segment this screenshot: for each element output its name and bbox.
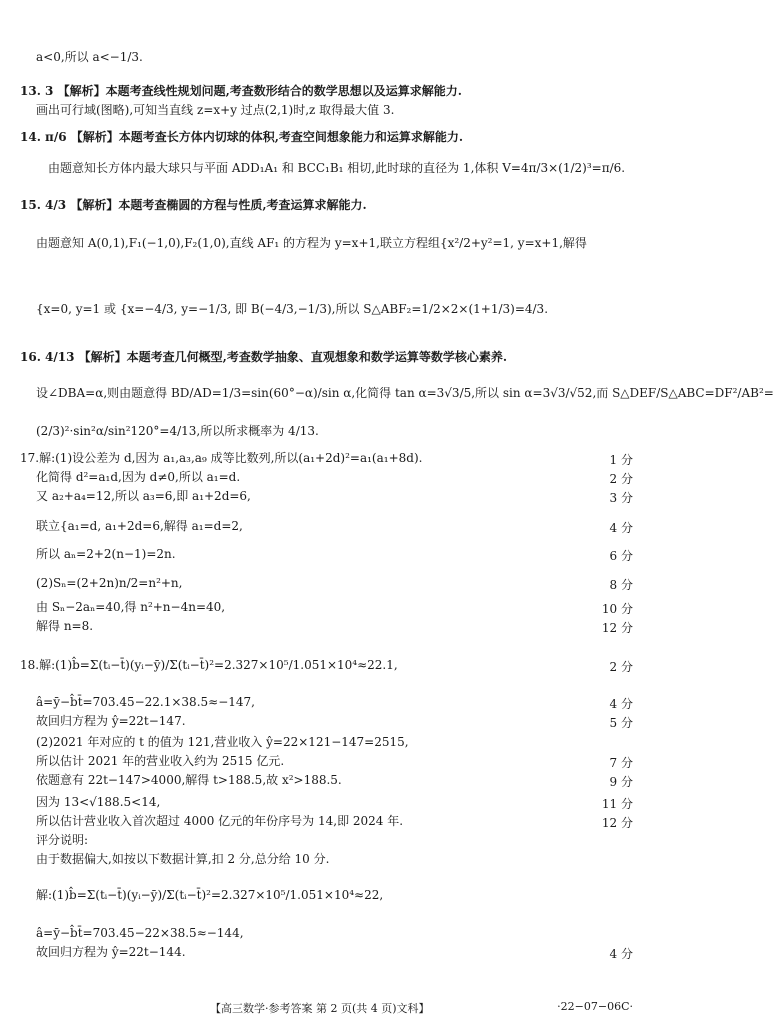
score-label: 1 分 — [609, 453, 633, 467]
text-line: 依题意有 22t−147>4000,解得 t>188.5,故 x²>188.5. — [36, 773, 342, 787]
text-line: 化简得 d²=a₁d,因为 d≠0,所以 a₁=d. — [36, 470, 241, 484]
q16-heading: 16. 4/13 【解析】本题考查几何概型,考查数学抽象、直观想象和数学运算等数学核心素养. — [20, 350, 508, 364]
score-label: 9 分 — [609, 775, 633, 789]
text-line: â=ȳ−b̂t̄=703.45−22.1×38.5≈−147, — [36, 695, 255, 709]
score-label: 5 分 — [609, 716, 633, 730]
text-line: 设∠DBA=α,则由题意得 BD/AD=1/3=sin(60°−α)/sin α,化简得 tan α=3√3/5,所以 sin α=3√3/√52,而 S△DEF/S△ABC=DF²/AB²= — [36, 386, 774, 400]
text-line: 故回归方程为 ŷ=22t−144. — [36, 945, 186, 959]
text-line: 由于数据偏大,如按以下数据计算,扣 2 分,总分给 10 分. — [36, 852, 330, 866]
score-label: 7 分 — [609, 756, 633, 770]
score-label: 2 分 — [609, 472, 633, 486]
score-label: 3 分 — [609, 491, 633, 505]
q13-heading: 13. 3 【解析】本题考查线性规划问题,考查数形结合的数学思想以及运算求解能力. — [20, 84, 462, 98]
text-line: 评分说明: — [36, 833, 89, 847]
text-line: 故回归方程为 ŷ=22t−147. — [36, 714, 186, 728]
score-label: 8 分 — [609, 578, 633, 592]
score-label: 10 分 — [601, 602, 633, 616]
score-label: 4 分 — [609, 521, 633, 535]
score-label: 4 分 — [609, 697, 633, 711]
score-label: 12 分 — [601, 621, 633, 635]
text-line: 画出可行域(图略),可知当直线 z=x+y 过点(2,1)时,z 取得最大值 3. — [36, 103, 395, 117]
text-line: 又 a₂+a₄=12,所以 a₃=6,即 a₁+2d=6, — [36, 489, 251, 503]
text-line: 联立{a₁=d, a₁+2d=6,解得 a₁=d=2, — [36, 519, 243, 533]
text-line: 所以估计 2021 年的营业收入约为 2515 亿元. — [36, 754, 285, 768]
score-label: 4 分 — [609, 947, 633, 961]
score-label: 2 分 — [609, 660, 633, 674]
text-line: {x=0, y=1 或 {x=−4/3, y=−1/3, 即 B(−4/3,−1/3),所以 S△ABF₂=1/2×2×(1+1/3)=4/3. — [36, 302, 549, 316]
footer-title: 【高三数学·参考答案 第 2 页(共 4 页)文科】 — [210, 1002, 430, 1015]
text-line: 解:(1)b̂=Σ(tᵢ−t̄)(yᵢ−ȳ)/Σ(tᵢ−t̄)²=2.327×10⁵/1.051×10⁴≈22, — [36, 888, 384, 902]
score-label: 6 分 — [609, 549, 633, 563]
text-line: 17.解:(1)设公差为 d,因为 a₁,a₃,a₉ 成等比数列,所以(a₁+2d)²=a₁(a₁+8d). — [20, 451, 423, 465]
text-line: 由题意知长方体内最大球只与平面 ADD₁A₁ 和 BCC₁B₁ 相切,此时球的直径为 1,体积 V=4π/3×(1/2)³=π/6. — [48, 161, 626, 175]
text-line: (2/3)²·sin²α/sin²120°=4/13,所以所求概率为 4/13. — [36, 424, 319, 438]
text-line: 由 Sₙ−2aₙ=40,得 n²+n−4n=40, — [36, 600, 226, 614]
text-line: 所以 aₙ=2+2(n−1)=2n. — [36, 547, 176, 561]
footer-code: ·22−07−06C· — [557, 1000, 633, 1013]
score-label: 12 分 — [601, 816, 633, 830]
text-line: (2)2021 年对应的 t 的值为 121,营业收入 ŷ=22×121−147=2515, — [36, 735, 409, 749]
text-line: 18.解:(1)b̂=Σ(tᵢ−t̄)(yᵢ−ȳ)/Σ(tᵢ−t̄)²=2.327×10⁵/1.051×10⁴≈22.1, — [20, 658, 398, 672]
score-label: 11 分 — [601, 797, 633, 811]
q14-heading: 14. π/6 【解析】本题考查长方体内切球的体积,考查空间想象能力和运算求解能力. — [20, 130, 464, 144]
q15-heading: 15. 4/3 【解析】本题考查椭圆的方程与性质,考查运算求解能力. — [20, 198, 367, 212]
text-line: (2)Sₙ=(2+2n)n/2=n²+n, — [36, 576, 183, 590]
text-line: 解得 n=8. — [36, 619, 94, 633]
text-line: 因为 13<√188.5<14, — [36, 795, 161, 809]
text-line: â=ȳ−b̂t̄=703.45−22×38.5≈−144, — [36, 926, 244, 940]
text-line: a<0,所以 a<−1/3. — [36, 50, 143, 64]
text-line: 所以估计营业收入首次超过 4000 亿元的年份序号为 14,即 2024 年. — [36, 814, 404, 828]
text-line: 由题意知 A(0,1),F₁(−1,0),F₂(1,0),直线 AF₁ 的方程为 y=x+1,联立方程组{x²/2+y²=1, y=x+1,解得 — [36, 236, 587, 250]
